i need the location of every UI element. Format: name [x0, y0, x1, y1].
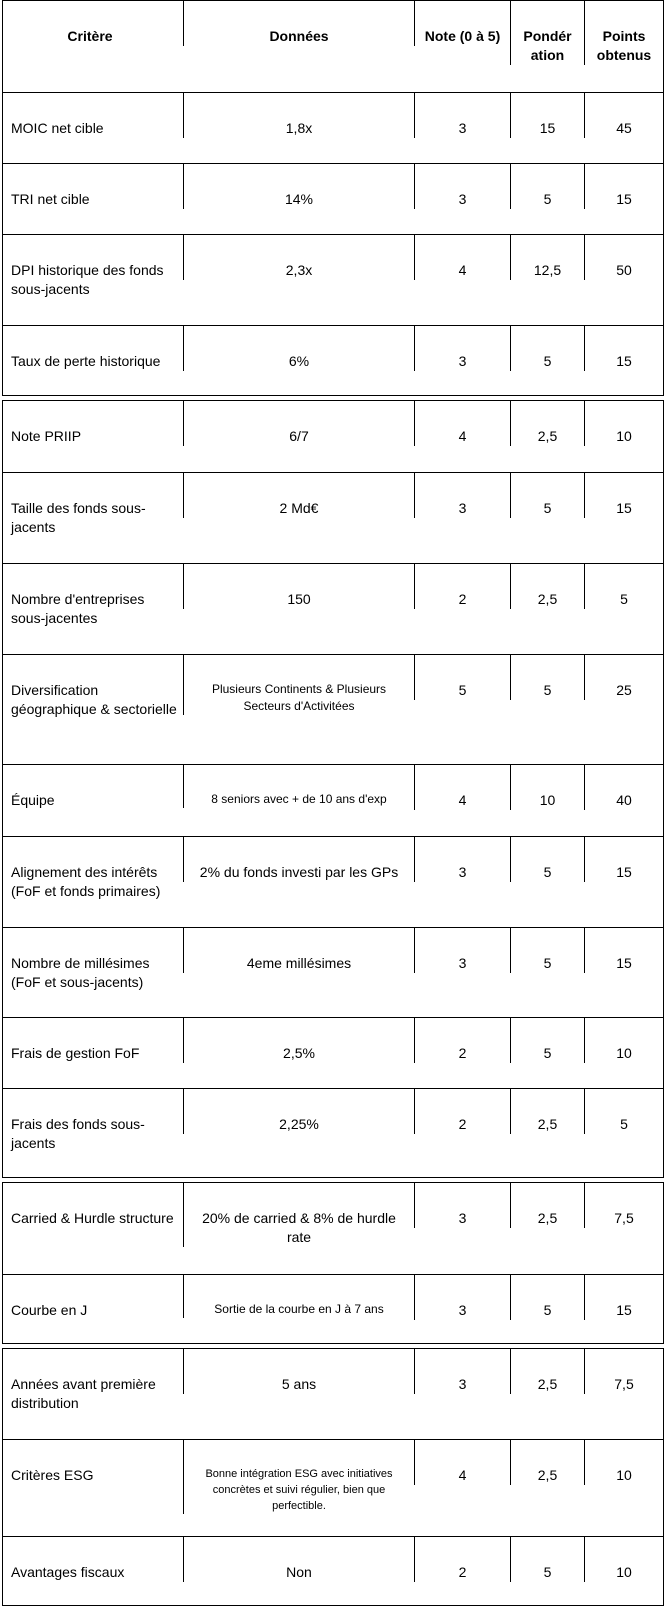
table-header-row: [3, 1, 663, 92]
cell-critere: Courbe en J: [11, 1302, 88, 1318]
cell-note: 2: [414, 1018, 510, 1063]
cell-critere: Frais de gestion FoF: [11, 1045, 140, 1061]
cell-critere: Critères ESG: [11, 1467, 94, 1483]
cell-donnees: Bonne intégration ESG avec initiatives concrètes et suivi régulier, bien que perfectible.: [183, 1440, 414, 1514]
cell-donnees: Plusieurs Continents & Plusieurs Secteurs d'Activitées: [183, 655, 414, 715]
cell-points: 10: [584, 1018, 663, 1063]
cell-critere: Nombre d'entreprises sous-jacentes: [11, 591, 145, 626]
cell-ponderation: 5: [510, 1018, 584, 1063]
table-row: [3, 1349, 663, 1439]
cell-donnees: 6%: [183, 326, 414, 371]
cell-note: 3: [414, 93, 510, 138]
cell-critere: Carried & Hurdle structure: [11, 1210, 174, 1226]
cell-donnees: 2,5%: [183, 1018, 414, 1063]
cell-points: 15: [584, 1275, 663, 1320]
cell-points: 10: [584, 1537, 663, 1582]
scoring-table-segment-2: [0, 400, 666, 1178]
table-row: [3, 325, 663, 397]
scoring-table-segment-1: [0, 0, 666, 396]
cell-donnees: 2% du fonds investi par les GPs: [183, 837, 414, 882]
header-donnees: Données: [183, 1, 414, 46]
table-row: [3, 1183, 663, 1274]
cell-donnees: 4eme millésimes: [183, 928, 414, 973]
cell-ponderation: 5: [510, 1275, 584, 1320]
scoring-table-segment-3: [0, 1182, 666, 1344]
table-row: [3, 234, 663, 325]
cell-donnees: 5 ans: [183, 1349, 414, 1394]
cell-note: 4: [414, 765, 510, 810]
cell-ponderation: 5: [510, 1537, 584, 1582]
cell-donnees: 2 Md€: [183, 473, 414, 518]
header-note: Note (0 à 5): [414, 1, 510, 46]
cell-donnees: 2,3x: [183, 235, 414, 280]
cell-note: 3: [414, 164, 510, 209]
table-row: [3, 927, 663, 1017]
cell-critere: DPI historique des fonds sous-jacents: [11, 262, 164, 297]
cell-donnees: 8 seniors avec + de 10 ans d'exp: [183, 765, 414, 808]
cell-points: 10: [584, 1440, 663, 1485]
cell-ponderation: 5: [510, 473, 584, 518]
cell-ponderation: 10: [510, 765, 584, 810]
cell-points: 25: [584, 655, 663, 700]
cell-note: 3: [414, 1349, 510, 1394]
cell-points: 45: [584, 93, 663, 138]
cell-points: 5: [584, 564, 663, 609]
cell-critere: Nombre de millésimes (FoF et sous-jacents): [11, 955, 150, 990]
cell-critere: Taille des fonds sous-jacents: [11, 500, 146, 535]
table-row: [3, 472, 663, 563]
cell-ponderation: 5: [510, 837, 584, 882]
cell-ponderation: 2,5: [510, 1349, 584, 1394]
cell-note: 3: [414, 1183, 510, 1228]
cell-critere: Note PRIIP: [11, 428, 82, 444]
cell-donnees: 2,25%: [183, 1089, 414, 1134]
cell-ponderation: 5: [510, 164, 584, 209]
header-points: Points obtenus: [584, 1, 663, 65]
cell-critere: Diversification géographique & sectorielle: [11, 682, 177, 717]
table-row: [3, 1088, 663, 1179]
cell-points: 7,5: [584, 1183, 663, 1228]
cell-critere: TRI net cible: [11, 191, 90, 207]
cell-note: 3: [414, 837, 510, 882]
cell-ponderation: 15: [510, 93, 584, 138]
cell-ponderation: 5: [510, 326, 584, 371]
cell-critere: Avantages fiscaux: [11, 1564, 125, 1580]
table-row: [3, 92, 663, 163]
cell-note: 2: [414, 564, 510, 609]
cell-note: 3: [414, 326, 510, 371]
table-row: [3, 1536, 663, 1607]
cell-donnees: 20% de carried & 8% de hurdle rate: [183, 1183, 414, 1247]
cell-points: 15: [584, 164, 663, 209]
cell-points: 15: [584, 928, 663, 973]
table-row: [3, 836, 663, 927]
table-row: [3, 163, 663, 234]
table-row: [3, 1274, 663, 1345]
cell-ponderation: 2,5: [510, 401, 584, 446]
cell-ponderation: 5: [510, 928, 584, 973]
cell-donnees: 14%: [183, 164, 414, 209]
cell-ponderation: 2,5: [510, 1440, 584, 1485]
cell-ponderation: 2,5: [510, 1089, 584, 1134]
cell-ponderation: 2,5: [510, 1183, 584, 1228]
cell-points: 15: [584, 837, 663, 882]
cell-note: 2: [414, 1537, 510, 1582]
cell-note: 2: [414, 1089, 510, 1134]
cell-ponderation: 12,5: [510, 235, 584, 280]
cell-points: 50: [584, 235, 663, 280]
cell-note: 4: [414, 401, 510, 446]
cell-donnees: Sortie de la courbe en J à 7 ans: [183, 1275, 414, 1318]
cell-donnees: Non: [183, 1537, 414, 1582]
cell-donnees: 150: [183, 564, 414, 609]
cell-points: 15: [584, 473, 663, 518]
table-row: [3, 563, 663, 654]
table-row: [3, 1439, 663, 1536]
cell-critere: Alignement des intérêts (FoF et fonds primaires): [11, 864, 161, 899]
table-row: [3, 654, 663, 764]
table-row: [3, 401, 663, 472]
cell-ponderation: 5: [510, 655, 584, 700]
header-critere: Critère: [67, 28, 113, 44]
cell-critere: Années avant première distribution: [11, 1376, 156, 1411]
cell-ponderation: 2,5: [510, 564, 584, 609]
cell-note: 4: [414, 1440, 510, 1485]
table-row: [3, 764, 663, 836]
cell-donnees: 1,8x: [183, 93, 414, 138]
cell-points: 40: [584, 765, 663, 810]
cell-critere: Taux de perte historique: [11, 353, 161, 369]
cell-note: 3: [414, 473, 510, 518]
header-ponderation: Pondér ation: [510, 1, 584, 65]
cell-critere: Équipe: [11, 792, 55, 808]
cell-points: 10: [584, 401, 663, 446]
cell-points: 5: [584, 1089, 663, 1134]
table-row: [3, 1017, 663, 1088]
cell-note: 3: [414, 928, 510, 973]
cell-note: 3: [414, 1275, 510, 1320]
cell-critere: Frais des fonds sous-jacents: [11, 1116, 145, 1151]
cell-critere: MOIC net cible: [11, 120, 104, 136]
cell-donnees: 6/7: [183, 401, 414, 446]
cell-note: 4: [414, 235, 510, 280]
scoring-table-segment-4: [0, 1348, 666, 1606]
cell-note: 5: [414, 655, 510, 700]
cell-points: 15: [584, 326, 663, 371]
cell-points: 7,5: [584, 1349, 663, 1394]
